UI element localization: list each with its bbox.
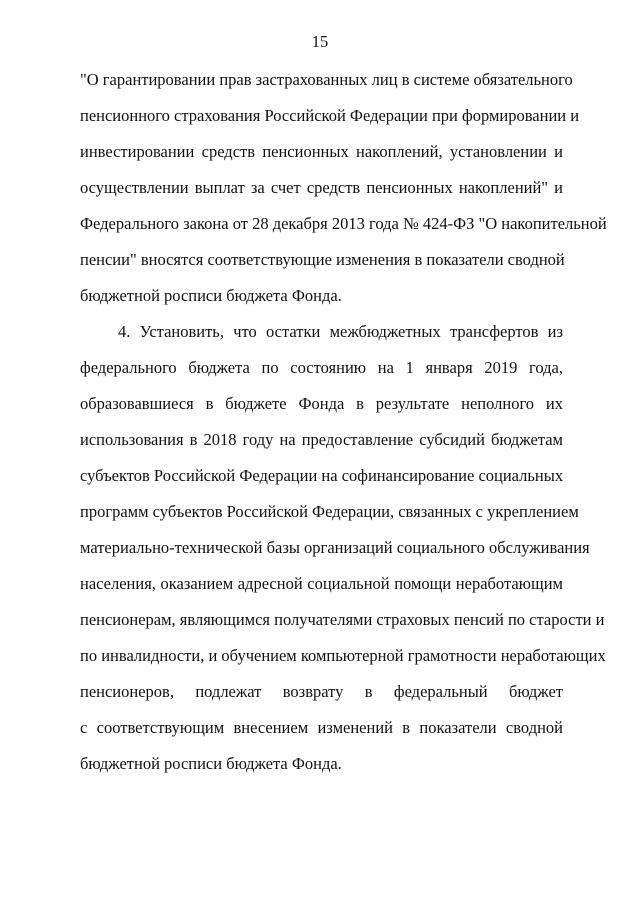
text-line: бюджетной росписи бюджета Фонда. bbox=[80, 286, 342, 305]
text-line: пенсионеров, подлежат возврату в федеральный бюджет bbox=[80, 682, 563, 701]
text-line: инвестировании средств пенсионных накоплений, установлении и bbox=[80, 142, 563, 161]
text-line: Федерального закона от 28 декабря 2013 года № 424-ФЗ "О накопительной bbox=[80, 214, 607, 233]
text-line: бюджетной росписи бюджета Фонда. bbox=[80, 754, 342, 773]
text-line: пенсионерам, являющимся получателями страховых пенсий по старости и bbox=[80, 610, 605, 629]
text-line: образовавшиеся в бюджете Фонда в результате неполного их bbox=[80, 394, 563, 413]
text-line: по инвалидности, и обучением компьютерной грамотности неработающих bbox=[80, 646, 606, 665]
text-line: субъектов Российской Федерации на софинансирование социальных bbox=[80, 466, 564, 485]
text-line: осуществлении выплат за счет средств пенсионных накоплений" и bbox=[80, 178, 563, 197]
text-line: использования в 2018 году на предоставление субсидий бюджетам bbox=[80, 430, 563, 449]
text-line: 4. Установить, что остатки межбюджетных трансфертов из bbox=[118, 322, 563, 341]
text-line: материально-технической базы организаций социального обслуживания bbox=[80, 538, 590, 557]
text-line: федерального бюджета по состоянию на 1 января 2019 года, bbox=[80, 358, 563, 377]
text-line: с соответствующим внесением изменений в показатели сводной bbox=[80, 718, 563, 737]
text-line: пенсии" вносятся соответствующие изменения в показатели сводной bbox=[80, 250, 565, 269]
page-number: 15 bbox=[311, 32, 329, 51]
text-line: программ субъектов Российской Федерации, связанных с укреплением bbox=[80, 502, 579, 521]
text-line: "О гарантировании прав застрахованных лиц в системе обязательного bbox=[80, 70, 573, 89]
text-line: пенсионного страхования Российской Федерации при формировании и bbox=[80, 106, 580, 125]
text-line: населения, оказанием адресной социальной помощи неработающим bbox=[80, 574, 563, 593]
